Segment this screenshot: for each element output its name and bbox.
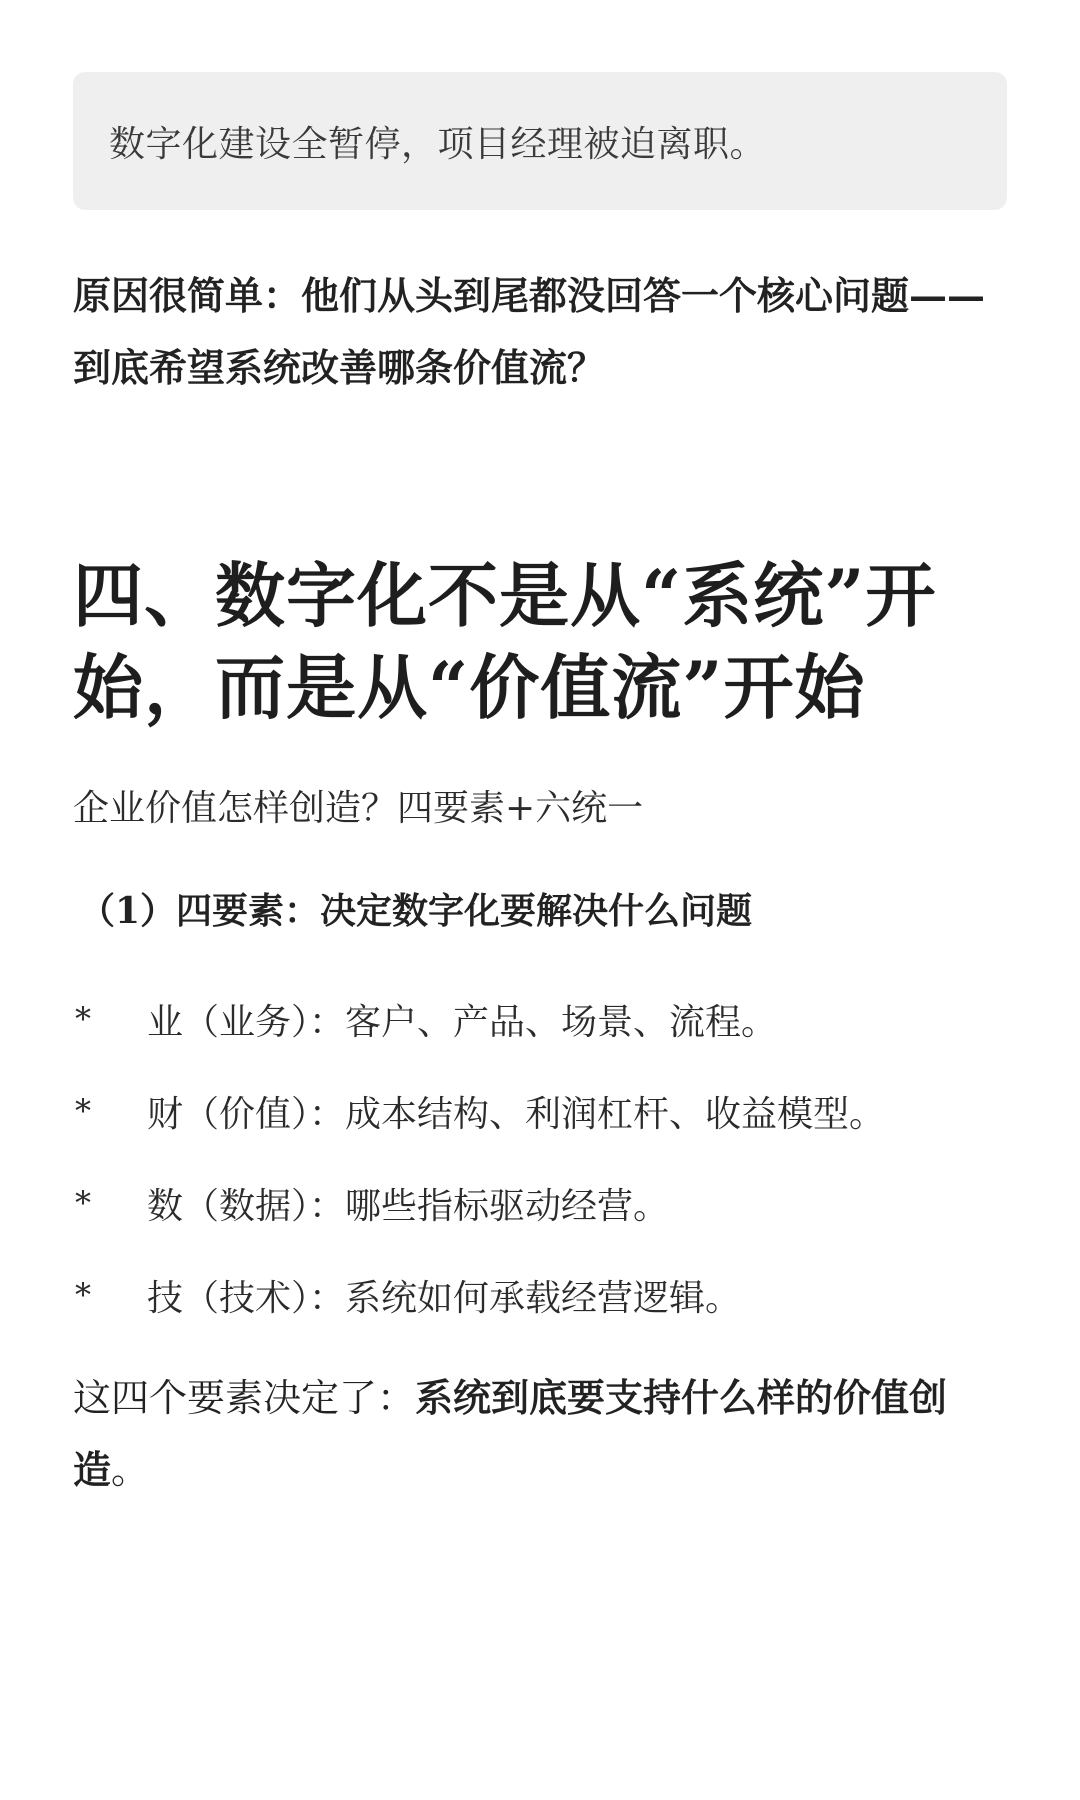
quote-block [73,72,1007,210]
reason-paragraph: 原因很简单：他们从头到尾都没回答一个核心问题——到底希望系统改善哪条价值流？ [73,273,986,390]
conclusion-paragraph [73,1362,1007,1506]
section-heading: 四、数字化不是从“系统”开始，而是从“价值流”开始 [73,554,937,729]
bullet-list [73,994,1007,1320]
bullet-text: 技（技术）：系统如何承载经营逻辑。 [147,1277,742,1319]
asterisk-icon: * [75,1092,91,1130]
bullet-item-business [73,994,1007,1044]
subtitle-text: 企业价值怎样创造？四要素+六统一 [73,788,644,829]
bullet-text: 业（业务）：客户、产品、场景、流程。 [147,1001,778,1043]
bullet-text: 财（价值）：成本结构、利润杠杆、收益模型。 [147,1093,886,1135]
conclusion-suffix: 。 [111,1448,150,1492]
subsection-title: （1）四要素：决定数字化要解决什么问题 [79,890,753,932]
bullet-item-technology [73,1270,1007,1320]
asterisk-icon: * [75,1000,91,1038]
asterisk-icon: * [75,1184,91,1222]
quote-text: 数字化建设全暂停，项目经理被迫离职。 [109,123,767,165]
bullet-item-finance [73,1086,1007,1136]
article-content [73,72,1007,1506]
bullet-item-data [73,1178,1007,1228]
bullet-text: 数（数据）：哪些指标驱动经营。 [147,1185,670,1227]
conclusion-emphasis: 系统到底要支持什么样的价值创造 [73,1375,948,1492]
conclusion-prefix: 这四个要素决定了： [73,1376,416,1420]
asterisk-icon: * [75,1276,91,1314]
